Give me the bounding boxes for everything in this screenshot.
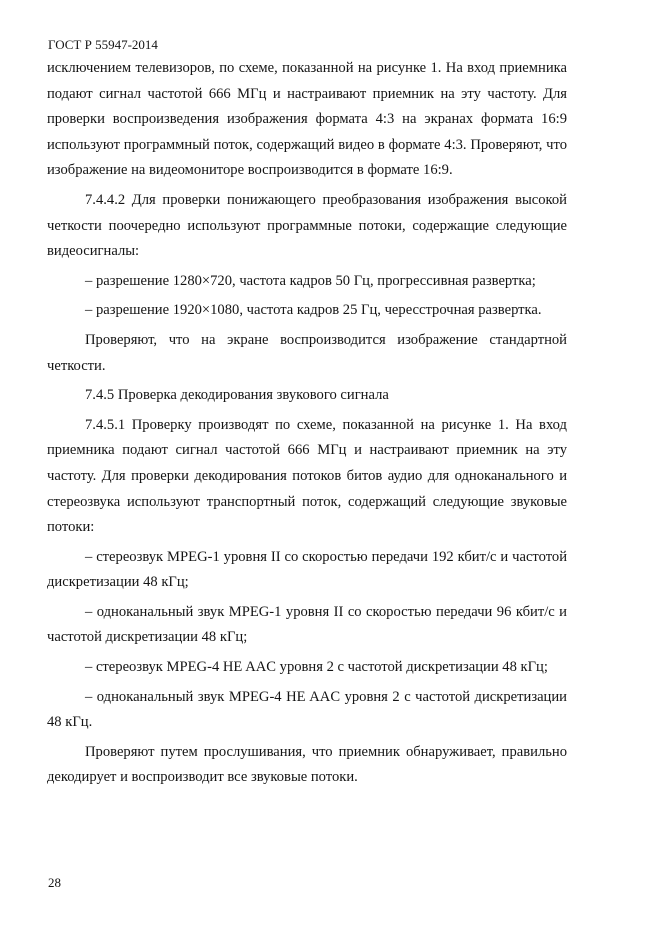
paragraph-7-4-4-2: 7.4.4.2 Для проверки понижающего преобразования изображения высокой четкости поочередно используют программные потоки, содержащие следующие видеосигналы: <box>47 191 567 260</box>
list-item-resolution-1080: – разрешение 1920×1080, частота кадров 25 Гц, чересстрочная развертка. <box>85 302 542 319</box>
document-header: ГОСТ Р 55947-2014 <box>48 37 158 52</box>
list-item-resolution-720: – разрешение 1280×720, частота кадров 50 Гц, прогрессивная развертка; <box>85 272 536 289</box>
section-heading-7-4-5: 7.4.5 Проверка декодирования звукового сигнала <box>85 387 389 404</box>
paragraph-sd-check: Проверяют, что на экране воспроизводится изображение стандартной четкости. <box>47 331 567 374</box>
list-item-mono-mpeg4: – одноканальный звук MPEG-4 HE AAC уровня 2 с частотой дискретизации 48 кГц. <box>47 688 567 731</box>
paragraph-continuation: исключением телевизоров, по схеме, показанной на рисунке 1. На вход приемника подают сигнал частотой 666 МГц и настраивают приемник на эту частоту. Для проверки воспроизведения изображения формата 4:3 на экранах формата 16:9 используют программный поток, содержащий видео в формате 4:3. Проверяют, что изображение на видеомониторе воспроизводится в формате 16:9. <box>47 60 567 179</box>
list-item-mono-mpeg1: – одноканальный звук MPEG-1 уровня II со скоростью передачи 96 кбит/с и частотой дискретизации 48 кГц; <box>47 603 567 646</box>
list-item-stereo-mpeg1: – стереозвук MPEG-1 уровня II со скоростью передачи 192 кбит/с и частотой дискретизации 48 кГц; <box>47 548 567 591</box>
paragraph-listening-check: Проверяют путем прослушивания, что приемник обнаруживает, правильно декодирует и воспроизводит все звуковые потоки. <box>47 743 567 786</box>
document-body <box>47 56 567 791</box>
paragraph-7-4-5-1: 7.4.5.1 Проверку производят по схеме, показанной на рисунке 1. На вход приемника подают сигнал частотой 666 МГц и настраивают приемник на эту частоту. Для проверки декодирования потоков битов аудио для одноканального и стереозвука используют транспортный поток, содержащий следующие звуковые потоки: <box>47 416 567 536</box>
page-number: 28 <box>48 875 61 890</box>
list-item-stereo-mpeg4: – стереозвук MPEG-4 HE AAC уровня 2 с частотой дискретизации 48 кГц; <box>85 659 548 676</box>
